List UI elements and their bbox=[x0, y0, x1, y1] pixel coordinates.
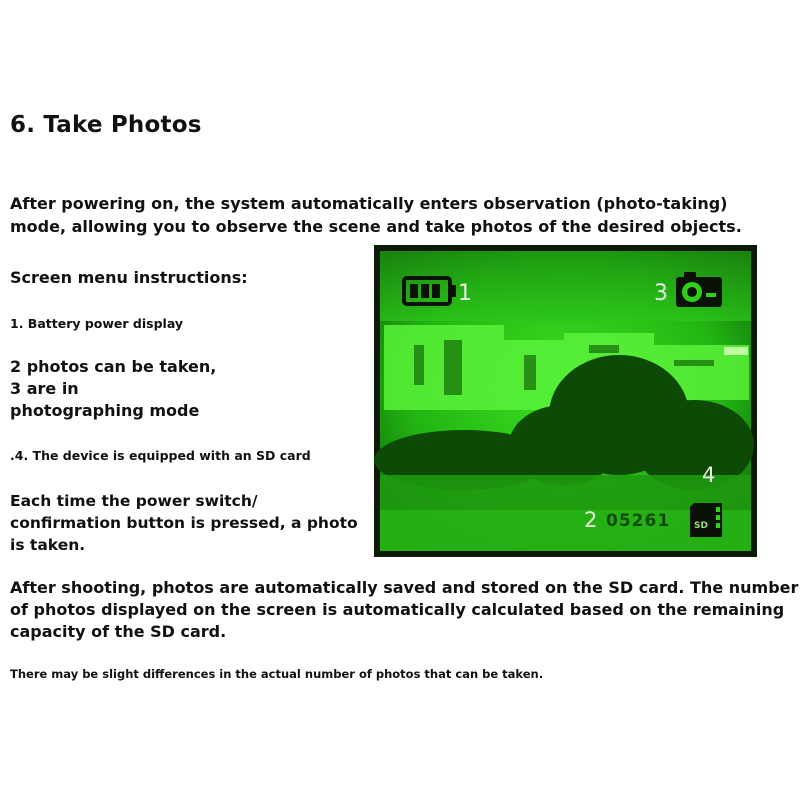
instruction-line: photographing mode bbox=[10, 401, 200, 420]
instruction-item-sd-card: .4. The device is equipped with an SD card bbox=[10, 448, 311, 463]
after-shooting-paragraph bbox=[10, 577, 799, 643]
night-vision-scene bbox=[374, 245, 757, 557]
sd-card-icon bbox=[690, 503, 722, 537]
press-line: confirmation button is pressed, a photo bbox=[10, 514, 358, 532]
menu-instructions-heading: Screen menu instructions: bbox=[10, 268, 248, 287]
callout-3: 3 bbox=[654, 281, 668, 306]
press-instruction bbox=[10, 490, 375, 556]
intro-line: After powering on, the system automatically enters observation (photo-taking) bbox=[10, 194, 728, 213]
instruction-item-photos-mode bbox=[10, 356, 360, 422]
instruction-line: 2 photos can be taken, bbox=[10, 357, 217, 376]
press-line: is taken. bbox=[10, 536, 86, 554]
instruction-item-battery: 1. Battery power display bbox=[10, 316, 184, 331]
night-vision-screen bbox=[374, 245, 757, 557]
after-line: of photos displayed on the screen is automatically calculated based on the remaining bbox=[10, 600, 785, 619]
intro-paragraph bbox=[10, 192, 770, 238]
callout-4: 4 bbox=[702, 463, 716, 487]
callout-1: 1 bbox=[458, 281, 472, 306]
photo-count: 05261 bbox=[606, 511, 671, 531]
sd-label: SD bbox=[694, 521, 708, 531]
light-spot bbox=[724, 347, 748, 355]
after-line: After shooting, photos are automatically saved and stored on the SD card. The number bbox=[10, 578, 799, 597]
intro-line: mode, allowing you to observe the scene and take photos of the desired objects. bbox=[10, 217, 742, 236]
page-title: 6. Take Photos bbox=[10, 112, 202, 138]
callout-2: 2 bbox=[584, 508, 598, 532]
press-line: Each time the power switch/ bbox=[10, 492, 258, 510]
camera-icon bbox=[676, 272, 722, 307]
footnote: There may be slight differences in the actual number of photos that can be taken. bbox=[10, 667, 544, 681]
instruction-line: 3 are in bbox=[10, 379, 79, 398]
after-line: capacity of the SD card. bbox=[10, 622, 227, 641]
